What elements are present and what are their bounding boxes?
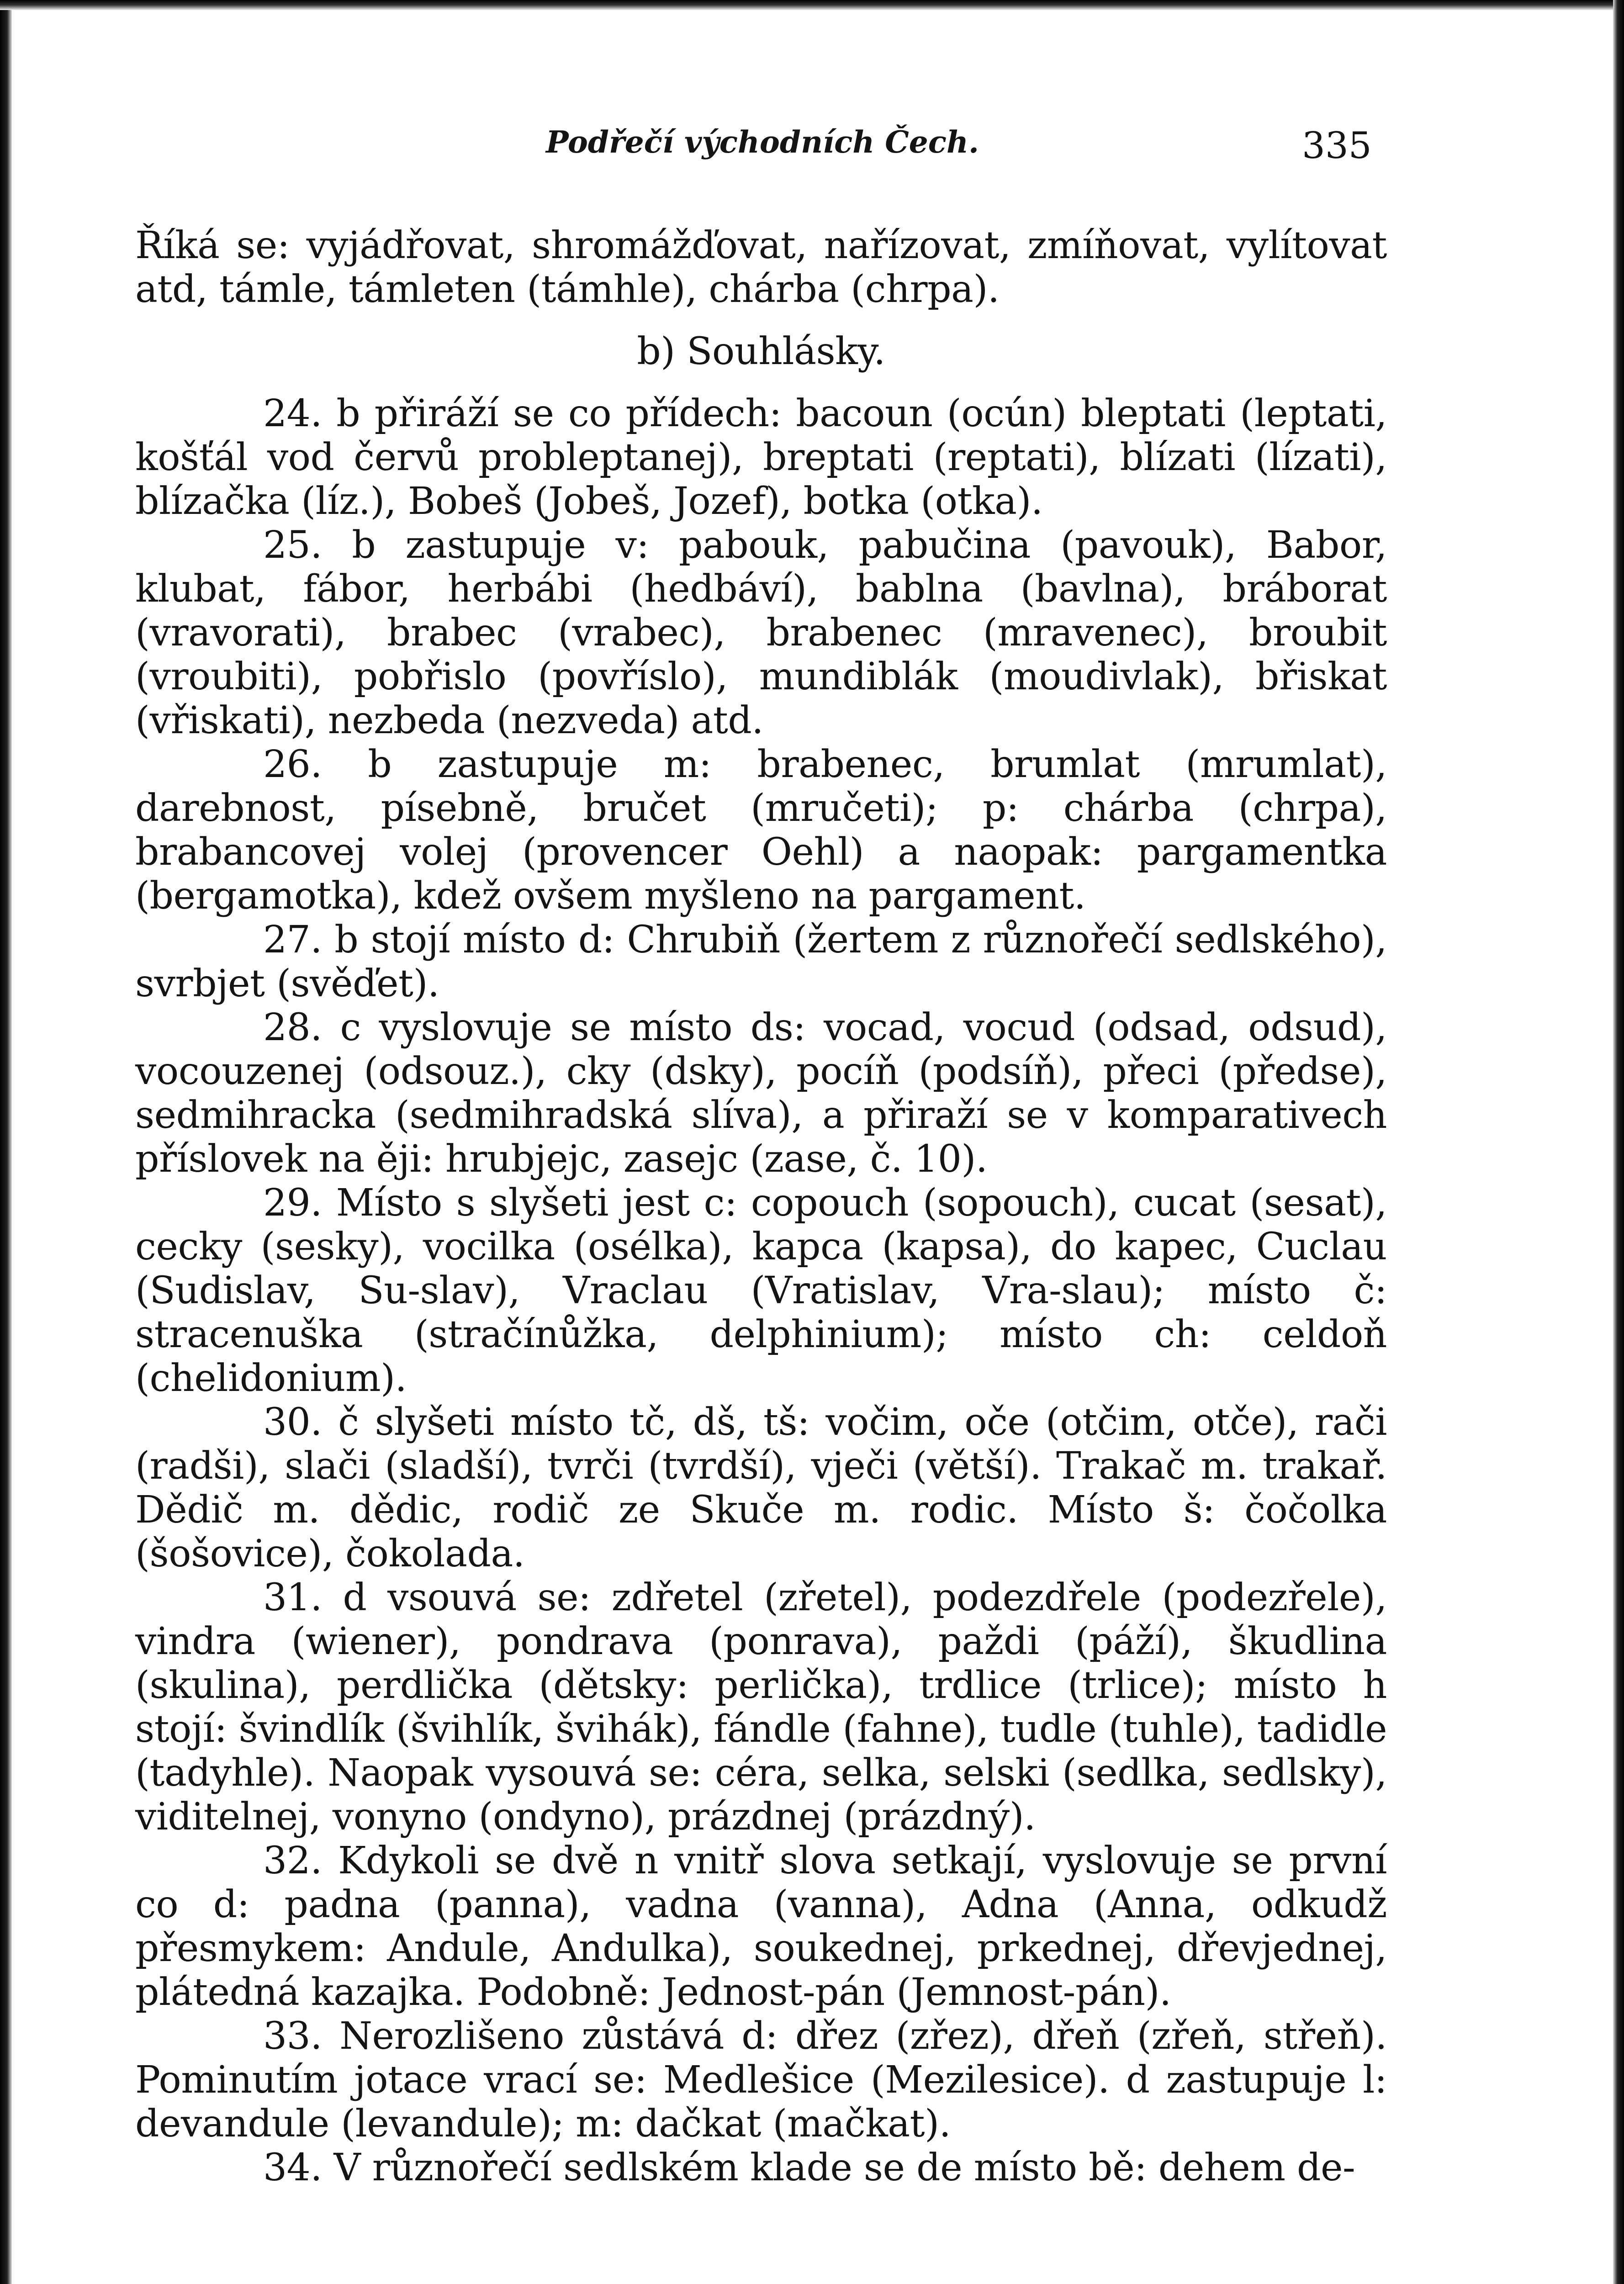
paragraph-25: 25. b zastupuje v: pabouk, pabučina (pavouk), Babor, klubat, fábor, herbábi (hedbáví), bablna (bavlna), bráborat (vravorati), brabec (vrabec), brabenec (mravenec), broubit (vroubiti), pobřislo (povříslo), mundiblák (moudivlak), břiskat (vřiskati), nezbeda (nezveda) atd.: [135, 523, 1387, 742]
paragraph-31: 31. d vsouvá se: zdřetel (zřetel), podezdřele (podezřele), vindra (wiener), pondrava (ponrava), paždi (páží), škudlina (skulina), perdlička (dětsky: perlička), trdlice (trlice); místo h stojí: švindlík (švihlík, švihák), fándle (fahne), tudle (tuhle), tadidle (tadyhle). Naopak vysouvá se: céra, selka, selski (sedlka, sedlsky), viditelnej, vonyno (ondyno), prázdnej (prázdný).: [135, 1576, 1387, 1839]
paragraph-33: 33. Nerozlišeno zůstává d: dřez (zřez), dřeň (zřeň, střeň). Pominutím jotace vrací se: Medlešice (Mezilesice). d zastupuje l: devandule (levandule); m: dačkat (mačkat).: [135, 2014, 1387, 2146]
body-text: [135, 224, 1387, 2190]
page-number: 335: [1302, 124, 1372, 167]
paragraph-30: 30. č slyšeti místo tč, dš, tš: vočim, oče (otčim, otče), rači (radši), slači (sladší), tvrči (tvrdší), vječi (větší). Trakač m. trakař. Dědič m. dědic, rodič ze Skuče m. rodic. Místo š: čočolka (šošovice), čokolada.: [135, 1401, 1387, 1576]
section-heading: b) Souhlásky.: [637, 330, 885, 373]
running-title: Podřečí východních Čech.: [546, 124, 979, 160]
paragraph-26: 26. b zastupuje m: brabenec, brumlat (mrumlat), darebnost, písebně, bručet (mručeti); p: chárba (chrpa), brabancovej volej (provencer Oehl) a naopak: pargamentka (bergamotka), kdež ovšem myšleno na pargament.: [135, 743, 1387, 918]
paragraph-24: 24. b přiráží se co přídech: bacoun (ocún) bleptati (leptati, košťál vod červů probleptanej), breptati (reptati), blízati (lízati), blízačka (líz.), Bobeš (Jobeš, Jozef), botka (otka).: [135, 392, 1387, 523]
paragraph-intro: Říká se: vyjádřovat, shromážďovat, nařízovat, zmíňovat, vylítovat atd, támle, támleten (támhle), chárba (chrpa).: [135, 224, 1387, 311]
running-head: [0, 124, 1624, 165]
paragraph-29: 29. Místo s slyšeti jest c: copouch (sopouch), cucat (sesat), cecky (sesky), vocilka (osélka), kapca (kapsa), do kapec, Cuclau (Sudislav, Su-slav), Vraclau (Vratislav, Vra-slau); místo č: stracenuška (stračínůžka, delphinium); místo ch: celdoň (chelidonium).: [135, 1181, 1387, 1400]
paragraph-28: 28. c vyslovuje se místo ds: vocad, vocud (odsad, odsud), vocouzenej (odsouz.), cky (dsky), pocíň (podsíň), přeci (předse), sedmihracka (sedmihradská slíva), a přiraží se v komparativech příslovek na ěji: hrubjejc, zasejc (zase, č. 10).: [135, 1006, 1387, 1181]
paragraph-34: 34. V různořečí sedlském klade se de místo bě: dehem de-: [263, 2146, 1355, 2189]
paragraph-27: 27. b stojí místo d: Chrubiň (žertem z různořečí sedlského), svrbjet (svěďet).: [135, 918, 1387, 1005]
paragraph-32: 32. Kdykoli se dvě n vnitř slova setkají, vyslovuje se první co d: padna (panna), vadna (vanna), Adna (Anna, odkudž přesmykem: Andule, Andulka), soukednej, prkednej, dřevjednej, plátedná kazajka. Podobně: Jednost-pán (Jemnost-pán).: [135, 1839, 1387, 2014]
